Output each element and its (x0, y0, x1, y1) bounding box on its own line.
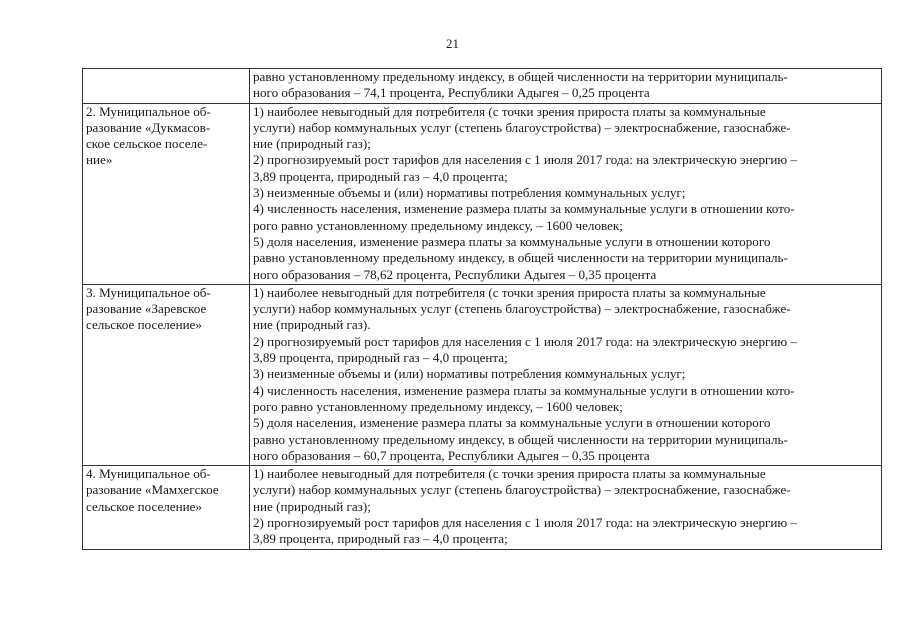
tariff-description-cell (250, 103, 882, 284)
tariff-description-cell (250, 69, 882, 104)
description-line: 2) прогнозируемый рост тарифов для населения с 1 июля 2017 года: на электрическую энергию – (253, 333, 798, 349)
description-line: рого равно установленному предельному индексу, – 1600 человек; (253, 217, 623, 233)
table-row (83, 103, 882, 284)
table-row (83, 69, 882, 104)
description-line: ного образования – 78,62 процента, Республики Адыгея – 0,35 процента (253, 266, 657, 282)
description-line: равно установленному предельному индексу, в общей численности на территории муниципаль- (253, 69, 788, 84)
description-line: ние (природный газ). (253, 317, 371, 333)
description-line: 3,89 процента, природный газ – 4,0 процента; (253, 350, 508, 366)
municipality-name-line: ское сельское поселе- (86, 136, 208, 152)
description-line: ного образования – 60,7 процента, Республики Адыгея – 0,35 процента (253, 447, 650, 463)
description-line: услуги) набор коммунальных услуг (степень благоустройства) – электроснабжение, газоснабже- (253, 301, 791, 317)
description-line: 5) доля населения, изменение размера платы за коммунальные услуги в отношении которого (253, 415, 771, 431)
description-line: равно установленному предельному индексу, в общей численности на территории муниципаль- (253, 431, 788, 447)
municipality-name-cell (83, 103, 250, 284)
municipality-name-line: 4. Муниципальное об- (86, 466, 211, 482)
description-line: ние (природный газ); (253, 136, 371, 152)
description-line: услуги) набор коммунальных услуг (степень благоустройства) – электроснабжение, газоснабже- (253, 482, 791, 498)
page-number: 21 (446, 36, 459, 51)
description-line: услуги) набор коммунальных услуг (степень благоустройства) – электроснабжение, газоснабже- (253, 119, 791, 135)
description-line: 1) наиболее невыгодный для потребителя (с точки зрения прироста платы за коммунальные (253, 466, 766, 482)
tariff-description-cell (250, 284, 882, 465)
municipality-name-line: разование «Дукмасов- (86, 119, 211, 135)
description-line: равно установленному предельному индексу, в общей численности на территории муниципаль- (253, 250, 788, 266)
municipality-name-line: 2. Муниципальное об- (86, 103, 211, 119)
tariff-table (82, 68, 882, 550)
description-line: 3) неизменные объемы и (или) нормативы потребления коммунальных услуг; (253, 185, 686, 201)
description-line: 1) наиболее невыгодный для потребителя (с точки зрения прироста платы за коммунальные (253, 284, 766, 300)
table-row (83, 284, 882, 465)
description-line: 3,89 процента, природный газ – 4,0 процента; (253, 531, 508, 547)
description-line: 3,89 процента, природный газ – 4,0 процента; (253, 168, 508, 184)
description-line: ного образования – 74,1 процента, Республики Адыгея – 0,25 процента (253, 85, 650, 101)
description-line: 4) численность населения, изменение размера платы за коммунальные услуги в отношении кото- (253, 201, 795, 217)
description-line: 3) неизменные объемы и (или) нормативы потребления коммунальных услуг; (253, 366, 686, 382)
municipality-name-cell (83, 69, 250, 104)
municipality-name-cell (83, 284, 250, 465)
municipality-name-line: сельское поселение» (86, 498, 202, 514)
municipality-name-line: 3. Муниципальное об- (86, 284, 211, 300)
description-line: 2) прогнозируемый рост тарифов для населения с 1 июля 2017 года: на электрическую энергию – (253, 152, 798, 168)
table-body (83, 69, 882, 550)
municipality-name-line: разование «Заревское (86, 301, 207, 317)
description-line: 4) численность населения, изменение размера платы за коммунальные услуги в отношении кото- (253, 382, 795, 398)
description-line: ние (природный газ); (253, 498, 371, 514)
tariff-description-cell (250, 466, 882, 549)
description-line: 1) наиболее невыгодный для потребителя (с точки зрения прироста платы за коммунальные (253, 103, 766, 119)
table-row (83, 466, 882, 549)
description-line: 5) доля населения, изменение размера платы за коммунальные услуги в отношении которого (253, 233, 771, 249)
municipality-name-line: разование «Мамхегское (86, 482, 219, 498)
municipality-name-cell (83, 466, 250, 549)
municipality-name-line: ние» (86, 152, 113, 168)
municipality-name-line: сельское поселение» (86, 317, 202, 333)
description-line: рого равно установленному предельному индексу, – 1600 человек; (253, 398, 623, 414)
description-line: 2) прогнозируемый рост тарифов для населения с 1 июля 2017 года: на электрическую энергию – (253, 515, 798, 531)
